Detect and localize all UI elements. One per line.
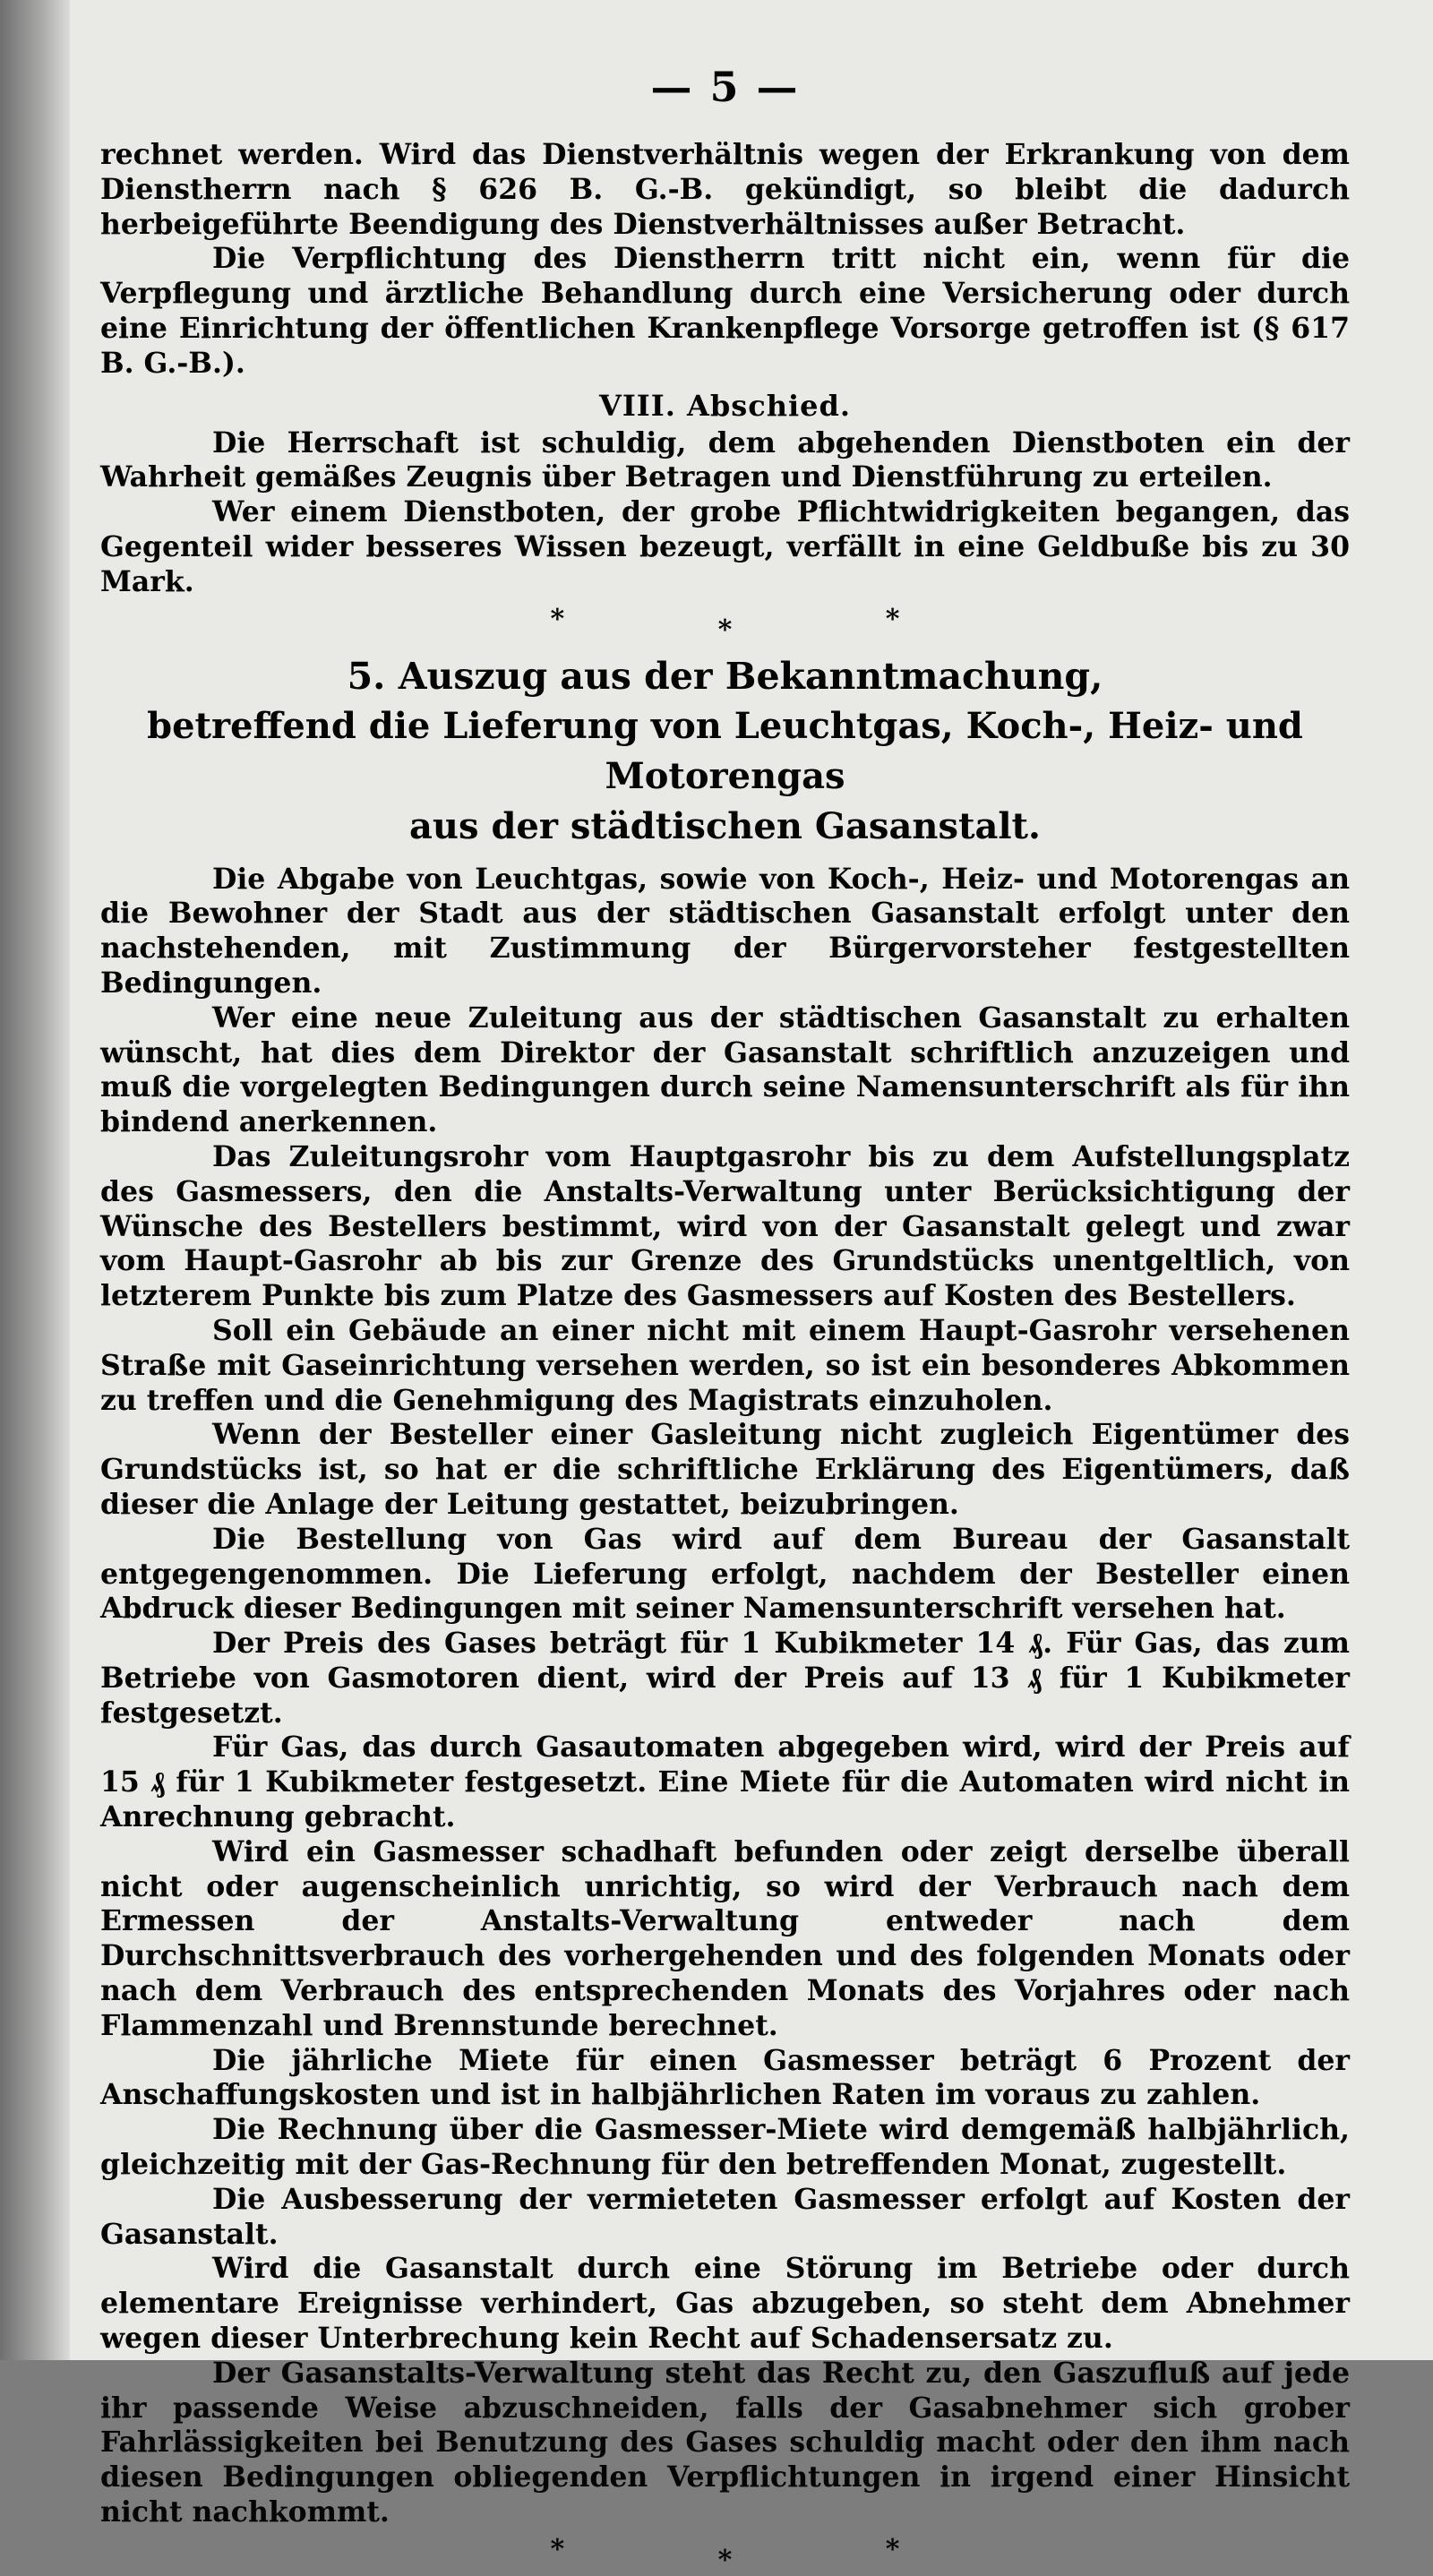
paragraph: Wird die Gasanstalt durch eine Störung im Betriebe oder durch elementare Ereignisse verhindert, Gas abzugeben, so steht dem Abnehmer wegen dieser Unterbrechung kein Recht auf Schadensersatz zu.	[100, 2252, 1350, 2356]
page-number: — 5 —	[650, 63, 800, 111]
star: *	[717, 614, 733, 646]
heading-line: aus der städtischen Gasanstalt.	[409, 804, 1041, 847]
separator-stars	[550, 2533, 900, 2576]
paragraph: Die Verpflichtung des Dienstherrn tritt nicht ein, wenn für die Verpflegung und ärztliche Behandlung durch eine Versicherung oder durch eine Einrichtung der öffentlichen Krankenpflege Vorsorge getroffen ist (§ 617 B. G.-B.).	[100, 242, 1350, 380]
scan-edge	[0, 0, 70, 2360]
paragraph: Das Zuleitungsrohr vom Hauptgasrohr bis zu dem Aufstellungsplatz des Gasmessers, den die Anstalts-Verwaltung unter Berücksichtigung der Wünsche des Bestellers bestimmt, wird von der Gasanstalt gelegt und zwar vom Haupt-Gasrohr ab bis zur Grenze des Grundstücks unentgeltlich, von letzterem Punkte bis zum Platze des Gasmessers auf Kosten des Bestellers.	[100, 1139, 1350, 1313]
star: *	[717, 2544, 733, 2576]
paragraph: Die Abgabe von Leuchtgas, sowie von Koch-, Heiz- und Motorengas an die Bewohner der Stadt aus der städtischen Gasanstalt erfolgt unter den nachstehenden, mit Zustimmung der Bürgervorsteher festgestellten Bedingungen.	[100, 862, 1350, 1000]
paragraph: Wer eine neue Zuleitung aus der städtischen Gasanstalt zu erhalten wünscht, hat dies dem Direktor der Gasanstalt schriftlich anzuzeigen und muß die vorgelegten Bedingungen durch seine Namensunterschrift als für ihn bindend anerkennen.	[100, 1000, 1350, 1139]
page-content	[100, 63, 1350, 2576]
paragraph: Die jährliche Miete für einen Gasmesser beträgt 6 Prozent der Anschaffungskosten und ist in halbjährlichen Raten im voraus zu zahlen.	[100, 2043, 1350, 2112]
heading-line: 5. Auszug aus der Bekanntmachung,	[347, 654, 1103, 698]
paragraph: Wer einem Dienstboten, der grobe Pflichtwidrigkeiten begangen, das Gegenteil wider besseres Wissen bezeugt, verfällt in eine Geldbuße bis zu 30 Mark.	[100, 495, 1350, 598]
paragraph: Wenn der Besteller einer Gasleitung nicht zugleich Eigentümer des Grundstücks ist, so hat er die schriftliche Erklärung des Eigentümers, daß dieser die Anlage der Leitung gestattet, beizubringen.	[100, 1418, 1350, 1521]
star: *	[550, 603, 565, 635]
paragraph: Der Gasanstalts-Verwaltung steht das Recht zu, den Gaszufluß auf jede ihr passende Weise abzuschneiden, falls der Gasabnehmer sich grober Fahrlässigkeiten bei Benutzung des Gases schuldig macht oder den ihm nach diesen Bedingungen obliegenden Verpflichtungen in irgend einer Hinsicht nicht nachkommt.	[100, 2356, 1350, 2529]
separator-stars	[550, 603, 900, 646]
star: *	[550, 2533, 565, 2565]
paragraph: Soll ein Gebäude an einer nicht mit einem Haupt-Gasrohr versehenen Straße mit Gaseinrichtung versehen werden, so ist ein besonderes Abkommen zu treffen und die Genehmigung des Magistrats einzuholen.	[100, 1313, 1350, 1417]
paragraph: Wird ein Gasmesser schadhaft befunden oder zeigt derselbe überall nicht oder augenscheinlich unrichtig, so wird der Verbrauch nach dem Ermessen der Anstalts-Verwaltung entweder nach dem Durchschnittsverbrauch des vorhergehenden und des folgenden Monats oder nach dem Verbrauch des entsprechenden Monats des Vorjahres oder nach Flammenzahl und Brennstunde berechnet.	[100, 1834, 1350, 2042]
heading-line: betreffend die Lieferung von Leuchtgas, Koch-, Heiz- und Motorengas	[147, 704, 1303, 797]
star: *	[885, 603, 900, 635]
paragraph: Für Gas, das durch Gasautomaten abgegeben wird, wird der Preis auf 15 ₰ für 1 Kubikmeter festgesetzt. Eine Miete für die Automaten wird nicht in Anrechnung gebracht.	[100, 1730, 1350, 1834]
star: *	[885, 2533, 900, 2565]
paragraph: Die Bestellung von Gas wird auf dem Bureau der Gasanstalt entgegengenommen. Die Lieferung erfolgt, nachdem der Besteller einen Abdruck dieser Bedingungen mit seiner Namensunterschrift versehen hat.	[100, 1522, 1350, 1626]
paragraph: Die Ausbesserung der vermieteten Gasmesser erfolgt auf Kosten der Gasanstalt.	[100, 2182, 1350, 2251]
paragraph: Der Preis des Gases beträgt für 1 Kubikmeter 14 ₰. Für Gas, das zum Betriebe von Gasmotoren dient, wird der Preis auf 13 ₰ für 1 Kubikmeter festgesetzt.	[100, 1627, 1350, 1730]
paragraph: Die Rechnung über die Gasmesser-Miete wird demgemäß halbjährlich, gleichzeitig mit der Gas-Rechnung für den betreffenden Monat, zugestellt.	[100, 2113, 1350, 2182]
section-heading	[100, 651, 1350, 852]
section-title: VIII. Abschied.	[598, 388, 851, 423]
paragraph: Die Herrschaft ist schuldig, dem abgehenden Dienstboten ein der Wahrheit gemäßes Zeugnis über Betragen und Dienstführung zu erteilen.	[100, 425, 1350, 494]
paragraph-continued: rechnet werden. Wird das Dienstverhältnis wegen der Erkrankung von dem Dienstherrn nach § 626 B. G.-B. gekündigt, so bleibt die dadurch herbeigeführte Beendigung des Dienstverhältnisses außer Betracht.	[100, 138, 1350, 241]
